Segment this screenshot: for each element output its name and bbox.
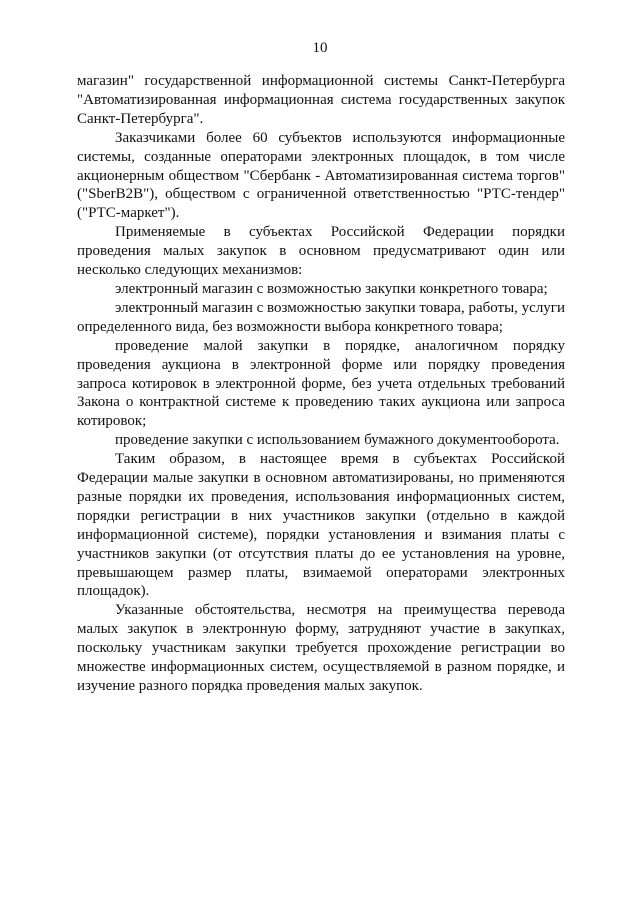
- page-number: 10: [312, 40, 328, 56]
- paragraph-circumstances: Указанные обстоятельства, несмотря на преимущества перевода малых закупок в электронную форму, затрудняют участие в закупках, поскольку участникам закупки требуется прохождение регистрации во множестве информационных систем, осуществляемой в разном порядке, и изучение разного порядка проведения малых закупок.: [77, 602, 565, 694]
- paragraph-conclusion: Таким образом, в настоящее время в субъектах Российской Федерации малые закупки в основном автоматизированы, но применяются разные порядки их проведения, использования информационных систем, порядки регистрации в них участников закупки (отдельно в каждой информационной системе), порядки установления и взимания платы с участников закупки (от отсутствия платы до ее установления на уровне, превышающем размер платы, взимаемой операторами электронных площадок).: [77, 451, 565, 600]
- list-item-e-shop-general: электронный магазин с возможностью закупки товара, работы, услуги определенного вида, без возможности выбора конкретного товара;: [77, 299, 565, 335]
- document-body: [77, 72, 565, 696]
- list-item-auction-like: проведение малой закупки в порядке, аналогичном порядку проведения аукциона в электронной форме или порядку проведения запроса котировок в электронной форме, без учета отдельных требований Закона о контрактной системе к проведению таких аукциона или запроса котировок;: [77, 337, 565, 430]
- list-item-e-shop-specific: электронный магазин с возможностью закупки конкретного товара;: [115, 280, 548, 297]
- paragraph-procedures: Применяемые в субъектах Российской Федерации порядки проведения малых закупок в основном предусматривают один или несколько следующих механизмов:: [77, 224, 565, 279]
- paragraph-customers: Заказчиками более 60 субъектов используются информационные системы, созданные операторами электронных площадок, в том числе акционерным обществом "Сбербанк - Автоматизированная система торгов" ("SberB2B"), обществом с ограниченной ответственностью "РТС-тендер" ("РТС-маркет").: [77, 129, 565, 222]
- paragraph-continuation: магазин" государственной информационной системы Санкт-Петербурга "Автоматизированная информационная система государственных закупок Санкт-Петербурга".: [77, 73, 565, 127]
- list-item-paper: проведение закупки с использованием бумажного документооборота.: [115, 432, 560, 449]
